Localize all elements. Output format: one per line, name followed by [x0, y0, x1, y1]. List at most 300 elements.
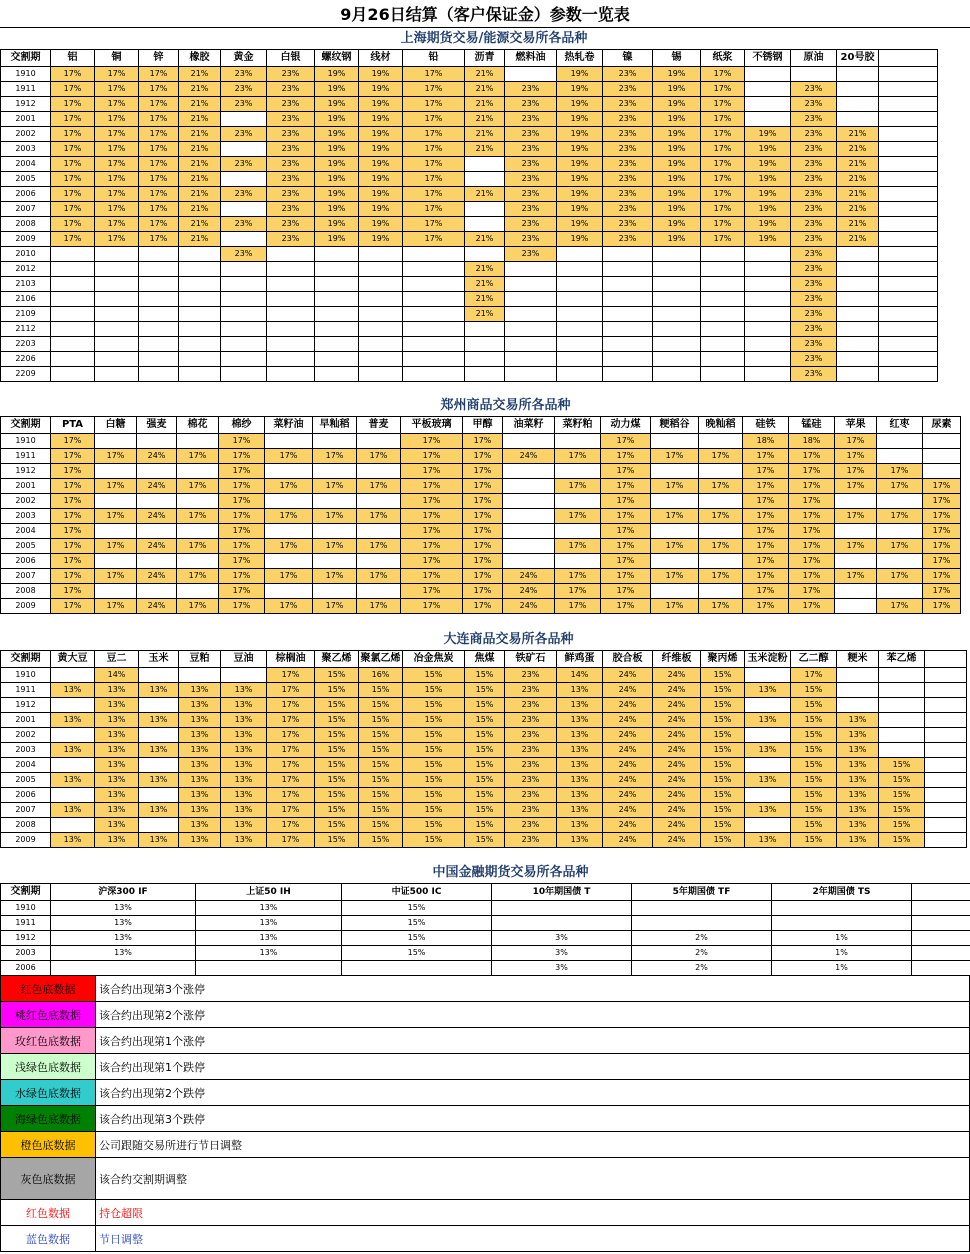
table-row — [1, 742, 967, 757]
column-header: PTA — [51, 416, 95, 433]
column-header: 热轧卷 — [557, 49, 603, 66]
margin-cell: 15% — [403, 697, 465, 712]
column-header: 铁矿石 — [505, 650, 557, 667]
delivery-month: 2008 — [1, 817, 51, 832]
margin-cell — [879, 727, 925, 742]
margin-cell: 15% — [791, 727, 837, 742]
margin-cell — [221, 141, 267, 156]
margin-cell — [772, 915, 912, 930]
margin-cell: 17% — [265, 478, 313, 493]
margin-cell — [503, 523, 555, 538]
margin-cell: 17% — [789, 553, 835, 568]
delivery-month: 2103 — [1, 276, 51, 291]
delivery-month: 2005 — [1, 772, 51, 787]
margin-cell: 19% — [557, 186, 603, 201]
margin-cell: 23% — [791, 291, 837, 306]
table-row — [1, 900, 970, 915]
margin-cell: 17% — [265, 538, 313, 553]
margin-cell: 24% — [653, 802, 701, 817]
margin-cell: 17% — [219, 463, 265, 478]
margin-cell — [557, 321, 603, 336]
margin-cell — [267, 246, 315, 261]
margin-cell: 24% — [603, 757, 653, 772]
margin-cell: 17% — [923, 553, 961, 568]
margin-cell: 17% — [219, 448, 265, 463]
table-row — [1, 448, 961, 463]
margin-cell: 17% — [401, 478, 463, 493]
margin-cell — [745, 111, 791, 126]
margin-cell — [699, 433, 743, 448]
margin-cell: 17% — [219, 508, 265, 523]
margin-cell: 19% — [745, 186, 791, 201]
legend-description: 该合约出现第1个涨停 — [96, 1028, 970, 1054]
margin-cell — [745, 336, 791, 351]
margin-cell — [179, 321, 221, 336]
margin-cell: 15% — [791, 772, 837, 787]
delivery-month: 2206 — [1, 351, 51, 366]
margin-cell: 17% — [139, 156, 179, 171]
margin-cell: 13% — [179, 697, 221, 712]
column-header: 平板玻璃 — [401, 416, 463, 433]
margin-cell — [315, 321, 359, 336]
margin-cell — [877, 433, 923, 448]
margin-cell — [139, 261, 179, 276]
margin-cell — [51, 336, 95, 351]
delivery-month: 2008 — [1, 583, 51, 598]
margin-cell — [835, 598, 877, 613]
margin-cell: 17% — [139, 141, 179, 156]
margin-cell — [95, 433, 137, 448]
margin-cell: 17% — [401, 493, 463, 508]
margin-cell: 17% — [743, 523, 789, 538]
margin-cell: 17% — [403, 171, 465, 186]
margin-cell: 17% — [95, 126, 139, 141]
margin-cell — [357, 583, 401, 598]
margin-cell: 17% — [51, 433, 95, 448]
margin-cell — [179, 336, 221, 351]
margin-cell — [603, 351, 653, 366]
cffex-section-title: 中国金融期货交易所各品种 — [51, 863, 970, 883]
empty-cell — [925, 817, 967, 832]
margin-cell: 24% — [503, 448, 555, 463]
margin-cell — [653, 366, 701, 381]
margin-cell: 23% — [603, 66, 653, 81]
column-header: 纸浆 — [701, 49, 745, 66]
margin-cell — [745, 261, 791, 276]
delivery-month: 2006 — [1, 960, 51, 975]
column-header: 沪深300 IF — [51, 883, 196, 900]
margin-cell — [179, 276, 221, 291]
margin-cell: 13% — [745, 832, 791, 847]
margin-cell: 17% — [95, 141, 139, 156]
margin-cell: 17% — [555, 538, 601, 553]
margin-cell: 19% — [653, 216, 701, 231]
margin-cell: 19% — [315, 126, 359, 141]
margin-cell: 19% — [359, 81, 403, 96]
margin-cell: 17% — [743, 463, 789, 478]
margin-cell — [503, 463, 555, 478]
margin-cell — [315, 351, 359, 366]
margin-cell: 17% — [835, 508, 877, 523]
legend-row — [1, 1226, 970, 1252]
margin-cell: 19% — [745, 171, 791, 186]
margin-cell: 23% — [603, 231, 653, 246]
margin-cell: 13% — [139, 742, 179, 757]
margin-cell: 17% — [51, 141, 95, 156]
margin-cell: 15% — [701, 742, 745, 757]
margin-cell — [651, 493, 699, 508]
margin-cell: 15% — [791, 697, 837, 712]
margin-cell: 13% — [179, 742, 221, 757]
margin-cell: 17% — [267, 802, 315, 817]
margin-cell — [359, 321, 403, 336]
margin-cell — [221, 171, 267, 186]
legend-row — [1, 1054, 970, 1080]
margin-cell: 23% — [267, 141, 315, 156]
margin-cell: 13% — [557, 832, 603, 847]
table-row — [1, 945, 970, 960]
legend-description: 公司跟随交易所进行节日调整 — [96, 1132, 970, 1158]
margin-cell: 17% — [601, 523, 651, 538]
margin-cell: 14% — [95, 667, 139, 682]
margin-cell: 24% — [603, 832, 653, 847]
margin-cell: 24% — [137, 448, 177, 463]
margin-cell — [699, 523, 743, 538]
margin-cell: 17% — [701, 126, 745, 141]
delivery-period-label: 交割期 — [1, 883, 51, 900]
margin-cell — [745, 366, 791, 381]
margin-cell: 17% — [95, 538, 137, 553]
margin-cell: 17% — [139, 111, 179, 126]
table-row — [1, 261, 938, 276]
margin-cell — [221, 201, 267, 216]
margin-cell: 17% — [463, 463, 503, 478]
margin-cell — [403, 261, 465, 276]
margin-cell: 13% — [51, 900, 196, 915]
margin-cell: 15% — [791, 712, 837, 727]
margin-cell — [653, 351, 701, 366]
margin-cell: 13% — [95, 787, 139, 802]
margin-cell: 17% — [743, 493, 789, 508]
margin-cell: 13% — [837, 832, 879, 847]
table-row — [1, 817, 967, 832]
margin-cell: 21% — [179, 171, 221, 186]
column-header: 燃料油 — [505, 49, 557, 66]
margin-cell: 15% — [465, 712, 505, 727]
margin-cell: 17% — [601, 538, 651, 553]
empty-cell — [879, 66, 938, 81]
margin-cell: 17% — [923, 478, 961, 493]
margin-cell: 21% — [837, 216, 879, 231]
table-row — [1, 336, 938, 351]
margin-cell: 13% — [51, 945, 196, 960]
table-row — [1, 366, 938, 381]
margin-cell — [503, 508, 555, 523]
margin-cell: 19% — [359, 126, 403, 141]
table-row — [1, 216, 938, 231]
margin-cell: 3% — [492, 930, 632, 945]
column-header: 菜籽粕 — [555, 416, 601, 433]
margin-cell: 17% — [555, 598, 601, 613]
margin-cell: 23% — [791, 201, 837, 216]
margin-cell: 23% — [267, 231, 315, 246]
margin-cell: 23% — [603, 126, 653, 141]
margin-cell: 13% — [221, 802, 267, 817]
margin-cell — [651, 433, 699, 448]
margin-cell: 13% — [837, 712, 879, 727]
margin-cell: 17% — [403, 66, 465, 81]
margin-cell: 13% — [139, 832, 179, 847]
margin-cell: 17% — [95, 598, 137, 613]
column-header: 豆二 — [95, 650, 139, 667]
margin-cell: 13% — [179, 832, 221, 847]
margin-cell: 17% — [51, 66, 95, 81]
margin-cell — [177, 553, 219, 568]
margin-cell: 17% — [701, 66, 745, 81]
margin-cell: 23% — [791, 156, 837, 171]
margin-cell: 19% — [557, 171, 603, 186]
table-row — [1, 727, 967, 742]
margin-cell — [791, 66, 837, 81]
margin-cell: 17% — [743, 598, 789, 613]
column-header: 甲醇 — [463, 416, 503, 433]
margin-cell — [653, 306, 701, 321]
margin-cell: 19% — [653, 111, 701, 126]
margin-cell: 17% — [95, 171, 139, 186]
margin-cell: 21% — [465, 96, 505, 111]
margin-cell: 13% — [221, 787, 267, 802]
margin-cell: 23% — [505, 667, 557, 682]
empty-cell — [912, 930, 970, 945]
margin-cell — [95, 336, 139, 351]
margin-cell: 13% — [221, 832, 267, 847]
margin-cell: 15% — [465, 667, 505, 682]
margin-cell: 17% — [219, 478, 265, 493]
margin-cell: 17% — [923, 538, 961, 553]
margin-cell: 15% — [701, 757, 745, 772]
margin-cell: 17% — [267, 667, 315, 682]
margin-cell: 23% — [505, 216, 557, 231]
delivery-month: 1912 — [1, 930, 51, 945]
column-header: 上证50 IH — [196, 883, 342, 900]
margin-cell: 15% — [315, 742, 359, 757]
delivery-month: 2007 — [1, 802, 51, 817]
margin-cell: 17% — [789, 463, 835, 478]
margin-cell: 17% — [219, 553, 265, 568]
empty-cell — [879, 201, 938, 216]
margin-cell: 19% — [557, 66, 603, 81]
margin-cell — [745, 276, 791, 291]
legend-swatch: 蓝色数据 — [1, 1226, 96, 1252]
margin-cell — [51, 366, 95, 381]
margin-cell: 23% — [791, 111, 837, 126]
margin-cell — [357, 463, 401, 478]
margin-cell — [265, 433, 313, 448]
margin-cell — [557, 261, 603, 276]
margin-cell — [95, 523, 137, 538]
margin-cell: 15% — [465, 757, 505, 772]
margin-cell: 23% — [791, 336, 837, 351]
margin-cell: 13% — [95, 682, 139, 697]
margin-cell: 17% — [95, 201, 139, 216]
margin-cell: 17% — [219, 583, 265, 598]
legend-swatch: 橙色底数据 — [1, 1132, 96, 1158]
margin-cell — [95, 261, 139, 276]
margin-cell: 15% — [342, 915, 492, 930]
column-header: 普麦 — [357, 416, 401, 433]
margin-cell: 13% — [139, 802, 179, 817]
table-row — [1, 493, 961, 508]
margin-cell: 17% — [701, 81, 745, 96]
column-header: 镍 — [603, 49, 653, 66]
margin-cell: 17% — [835, 568, 877, 583]
margin-cell: 19% — [315, 186, 359, 201]
margin-cell: 19% — [557, 231, 603, 246]
margin-cell — [221, 351, 267, 366]
delivery-month: 2109 — [1, 306, 51, 321]
margin-cell — [701, 276, 745, 291]
margin-cell — [315, 291, 359, 306]
corner-cell — [1, 863, 51, 883]
empty-cell — [879, 49, 938, 66]
margin-cell: 17% — [177, 508, 219, 523]
margin-cell: 19% — [315, 96, 359, 111]
margin-cell — [139, 321, 179, 336]
delivery-month: 1910 — [1, 900, 51, 915]
margin-cell — [505, 261, 557, 276]
margin-cell: 19% — [745, 216, 791, 231]
margin-cell: 17% — [357, 598, 401, 613]
margin-cell — [465, 216, 505, 231]
margin-cell — [177, 433, 219, 448]
column-header: 粳稻谷 — [651, 416, 699, 433]
margin-cell — [465, 156, 505, 171]
margin-cell: 23% — [267, 96, 315, 111]
margin-cell: 24% — [603, 682, 653, 697]
margin-cell: 13% — [95, 772, 139, 787]
empty-cell — [925, 802, 967, 817]
margin-cell — [837, 321, 879, 336]
margin-cell: 23% — [221, 81, 267, 96]
margin-cell: 17% — [555, 448, 601, 463]
margin-cell — [837, 366, 879, 381]
margin-cell — [403, 351, 465, 366]
delivery-month: 2009 — [1, 231, 51, 246]
margin-cell: 3% — [492, 945, 632, 960]
margin-cell: 17% — [403, 201, 465, 216]
margin-cell: 17% — [743, 478, 789, 493]
margin-cell: 15% — [879, 757, 925, 772]
margin-cell: 17% — [139, 171, 179, 186]
margin-cell: 13% — [179, 712, 221, 727]
margin-cell: 13% — [557, 787, 603, 802]
margin-cell: 15% — [465, 742, 505, 757]
margin-cell: 17% — [403, 186, 465, 201]
margin-cell — [503, 553, 555, 568]
delivery-month: 2007 — [1, 201, 51, 216]
margin-cell — [465, 201, 505, 216]
margin-cell: 17% — [51, 508, 95, 523]
empty-cell — [879, 351, 938, 366]
margin-cell: 15% — [791, 682, 837, 697]
margin-cell: 19% — [315, 216, 359, 231]
margin-cell: 13% — [95, 697, 139, 712]
margin-cell: 17% — [267, 757, 315, 772]
margin-cell: 24% — [653, 667, 701, 682]
margin-cell — [51, 727, 95, 742]
margin-cell: 23% — [791, 351, 837, 366]
legend-description: 持仓超限 — [96, 1200, 970, 1226]
margin-cell: 17% — [267, 727, 315, 742]
legend-row — [1, 1028, 970, 1054]
margin-cell: 17% — [267, 832, 315, 847]
margin-cell — [177, 583, 219, 598]
margin-cell — [465, 321, 505, 336]
margin-cell: 13% — [179, 802, 221, 817]
margin-cell — [465, 171, 505, 186]
margin-cell: 17% — [267, 682, 315, 697]
margin-cell: 15% — [701, 802, 745, 817]
corner-cell — [1, 29, 51, 49]
margin-cell: 19% — [653, 96, 701, 111]
margin-cell: 17% — [95, 66, 139, 81]
margin-cell: 21% — [465, 261, 505, 276]
delivery-month: 1910 — [1, 667, 51, 682]
margin-cell: 13% — [51, 682, 95, 697]
table-row — [1, 291, 938, 306]
legend-swatch: 玫红色底数据 — [1, 1028, 96, 1054]
table-row — [1, 171, 938, 186]
margin-cell — [877, 448, 923, 463]
margin-cell — [745, 727, 791, 742]
margin-cell — [403, 276, 465, 291]
empty-cell — [879, 291, 938, 306]
margin-cell: 19% — [653, 186, 701, 201]
margin-cell: 21% — [179, 66, 221, 81]
margin-cell — [51, 667, 95, 682]
margin-cell: 15% — [359, 712, 403, 727]
column-header: 橡胶 — [179, 49, 221, 66]
margin-cell: 15% — [879, 787, 925, 802]
margin-cell: 13% — [837, 727, 879, 742]
margin-cell — [221, 321, 267, 336]
margin-cell: 13% — [837, 817, 879, 832]
margin-cell — [359, 246, 403, 261]
margin-cell: 23% — [505, 126, 557, 141]
margin-cell: 21% — [465, 291, 505, 306]
margin-cell: 13% — [95, 727, 139, 742]
margin-cell: 19% — [315, 231, 359, 246]
legend-swatch: 红色数据 — [1, 1200, 96, 1226]
margin-cell — [701, 336, 745, 351]
margin-cell: 17% — [51, 463, 95, 478]
margin-cell: 13% — [179, 757, 221, 772]
margin-cell — [139, 291, 179, 306]
margin-cell: 19% — [315, 81, 359, 96]
margin-cell — [837, 336, 879, 351]
margin-cell: 17% — [51, 493, 95, 508]
legend-swatch: 灰色底数据 — [1, 1158, 96, 1200]
margin-cell: 13% — [557, 727, 603, 742]
table-row — [1, 321, 938, 336]
legend-swatch: 红色底数据 — [1, 976, 96, 1002]
margin-cell: 17% — [743, 538, 789, 553]
empty-cell — [912, 945, 970, 960]
margin-cell — [359, 351, 403, 366]
margin-cell — [179, 366, 221, 381]
margin-cell: 13% — [221, 817, 267, 832]
margin-cell — [701, 261, 745, 276]
